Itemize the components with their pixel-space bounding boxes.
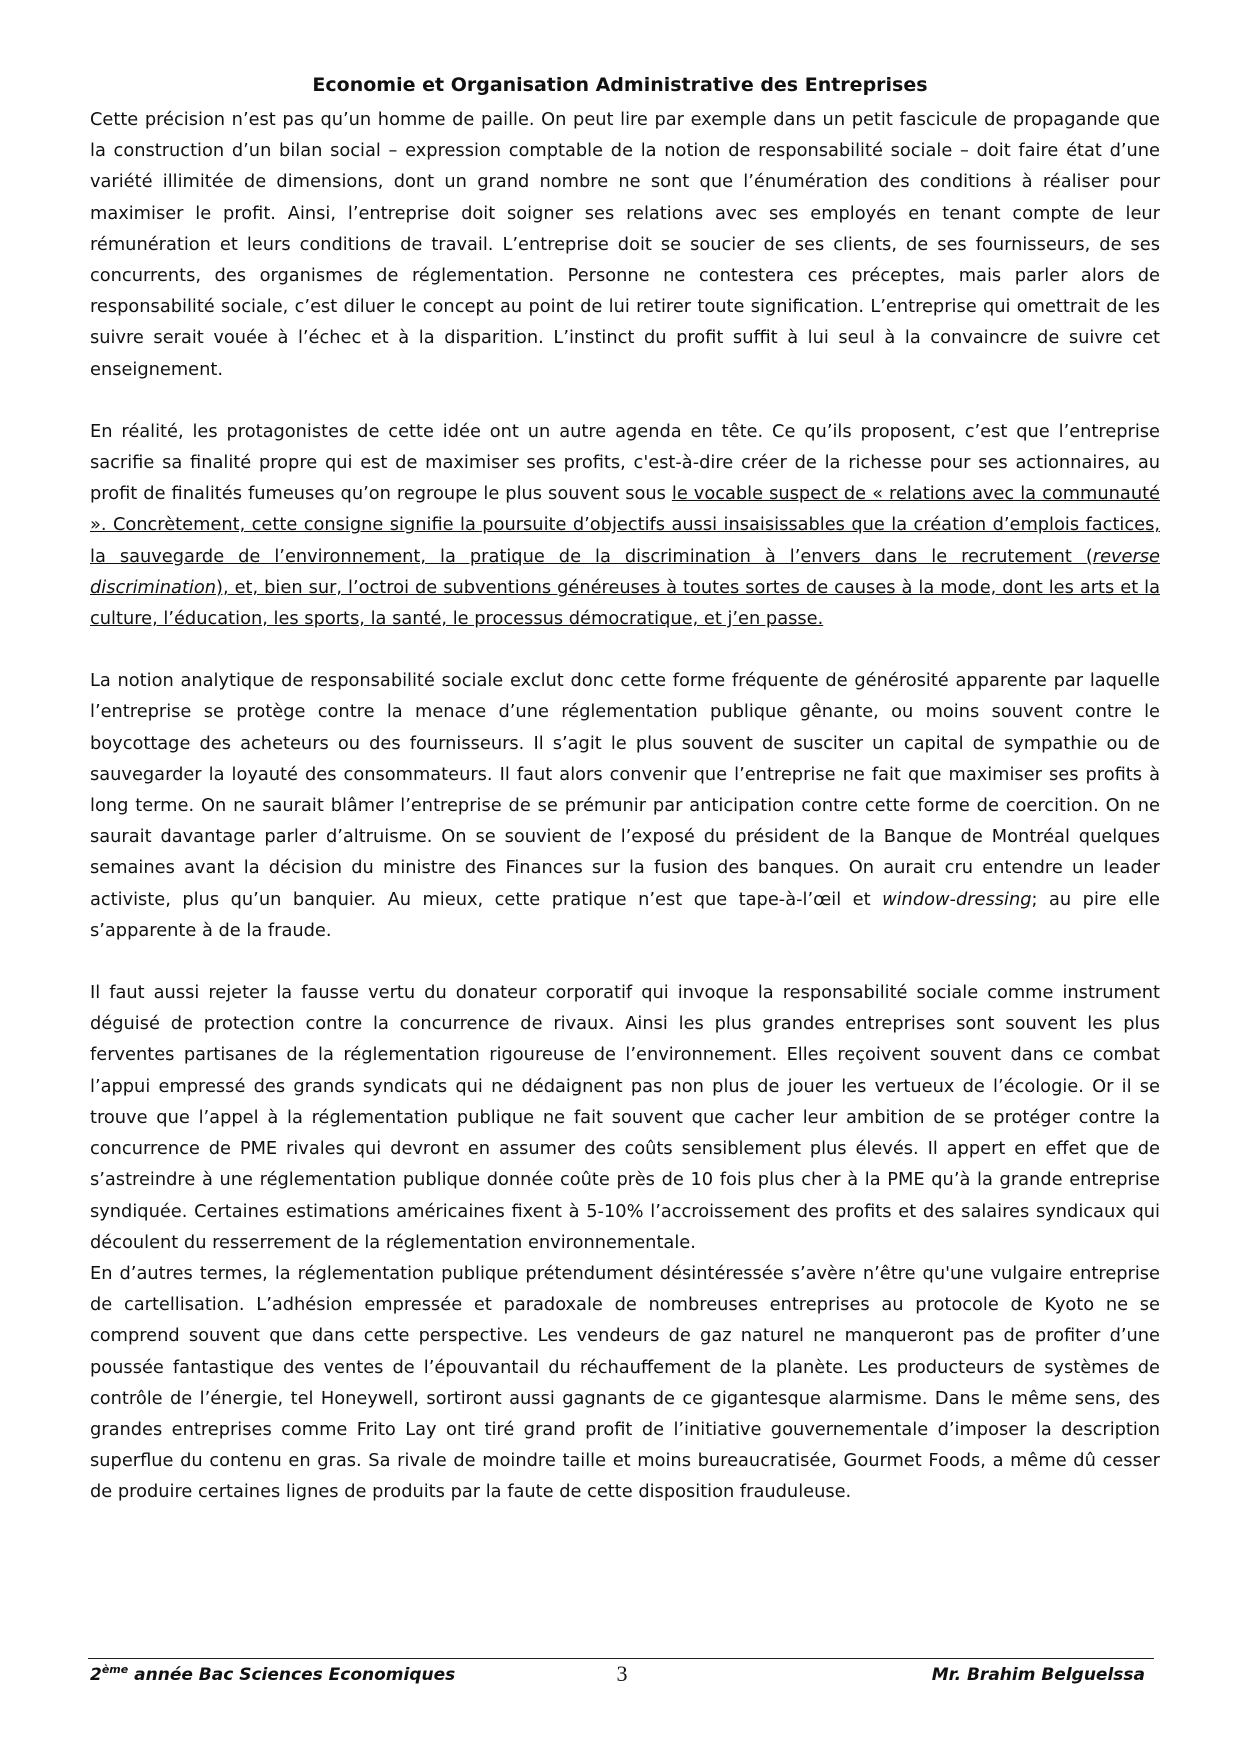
paragraph-3 (90, 665, 1160, 946)
paragraph-3-text-b: ; au pire elle s’apparente à de la fraude. (90, 888, 1160, 941)
paragraph-2-intro: En réalité, les protagonistes de cette idée ont un autre agenda en tête. Ce qu’ils proposent, c’est que l’entreprise sacrifie sa finalité propre qui est de maximiser ses profits, c'est-à-dire créer de la richesse pour ses actionnaires, au profit de finalités fumeuses qu’on regroupe le plus souvent sous (90, 420, 1160, 505)
page-number: 3 (616, 1661, 628, 1686)
footer-grade-rest: année Bac Sciences Economiques (128, 1665, 456, 1685)
paragraph-3-italic: window-dressing (882, 888, 1032, 910)
paragraph-3-text-a: La notion analytique de responsabilité sociale exclut donc cette forme fréquente de générosité apparente par laquelle l’entreprise se protège contre la menace d’une réglementation publique gênante, ou moins souvent contre le boycottage des acheteurs ou des fournisseurs. Il s’agit le plus souvent de susciter un capital de sympathie ou de sauvegarder la loyauté des consommateurs. Il faut alors convenir que l’entreprise ne fait que maximiser ses profits à long terme. On ne saurait blâmer l’entreprise de se prémunir par anticipation contre cette forme de coercition. On ne saurait davantage parler d’altruisme. On se souvient de l’exposé du président de la Banque de Montréal quelques semaines avant la décision du ministre des Finances sur la fusion des banques. On aurait cru entendre un leader activiste, plus qu’un banquier. Au mieux, cette pratique n’est que tape-à-l’œil et (90, 670, 1160, 910)
paragraph-2 (90, 416, 1160, 634)
paragraph-2-underlined-a: le vocable suspect de « relations avec la communauté ». Concrètement, cette consigne signifie la poursuite d’objectifs aussi insaisissables que la création d’emplois factices, la sauvegarde de l’environnement, la pratique de la discrimination à l’envers dans le recrutement ( (90, 483, 1160, 567)
paragraph-5: En d’autres termes, la réglementation publique prétendument désintéressée s’avère n’être qu'une vulgaire entreprise de cartellisation. L’adhésion empressée et paradoxale de nombreuses entreprises au protocole de Kyoto ne se comprend souvent que dans cette perspective. Les vendeurs de gaz naturel ne manqueront pas de profiter d’une poussée fantastique des ventes de l’épouvantail du réchauffement de la planète. Les producteurs de systèmes de contrôle de l’énergie, tel Honeywell, sortiront aussi gagnants de ce gigantesque alarmisme. Dans le même sens, des grandes entreprises comme Frito Lay ont tiré grand profit de l’initiative gouvernementale d’imposer la description superflue du contenu en gras. Sa rivale de moindre taille et moins bureaucratisée, Gourmet Foods, a même dû cesser de produire certaines lignes de produits par la faute de cette disposition frauduleuse. (90, 1262, 1160, 1503)
paragraph-4: Il faut aussi rejeter la fausse vertu du donateur corporatif qui invoque la responsabilité sociale comme instrument déguisé de protection contre la concurrence de rivaux. Ainsi les plus grandes entreprises sont souvent les plus ferventes partisanes de la réglementation rigoureuse de l’environnement. Elles reçoivent souvent dans ce combat l’appui empressé des grands syndicats qui ne dédaignent pas non plus de jouer les vertueux de l’écologie. Or il se trouve que l’appel à la réglementation publique ne fait souvent que cacher leur ambition de se protéger contre la concurrence de PME rivales qui devront en assumer des coûts sensiblement plus élevés. Il appert en effet que de s’astreindre à une réglementation publique donnée coûte près de 10 fois plus cher à la PME qu’à la grande entreprise syndiquée. Certaines estimations américaines fixent à 5-10% l’accroissement des profits et des salaires syndicaux qui découlent du resserrement de la réglementation environnementale. (90, 982, 1160, 1253)
page-header-title: Economie et Organisation Administrative des Entreprises (312, 74, 928, 96)
footer-grade-sup: ème (101, 1663, 129, 1676)
document-body (90, 104, 1160, 1508)
footer-grade-label (90, 1662, 455, 1688)
footer-grade-number: 2 (90, 1665, 102, 1685)
paragraph-2-underlined-b: ), et, bien sur, l’octroi de subventions généreuses à toutes sortes de causes à la mode, dont les arts et la culture, l’éducation, les sports, la santé, le processus démocratique, et j’en passe. (90, 576, 1160, 630)
paragraph-1: Cette précision n’est pas qu’un homme de paille. On peut lire par exemple dans un petit fascicule de propagande que la construction d’un bilan social – expression comptable de la notion de responsabilité sociale – doit faire état d’une variété illimitée de dimensions, dont un grand nombre ne sont que l’énumération des conditions à réaliser pour maximiser le profit. Ainsi, l’entreprise doit soigner ses relations avec ses employés en tenant compte de leur rémunération et leurs conditions de travail. L’entreprise doit se soucier de ses clients, de ses fournisseurs, de ses concurrents, des organismes de réglementation. Personne ne contestera ces préceptes, mais parler alors de responsabilité sociale, c’est diluer le concept au point de lui retirer toute signification. L’entreprise qui omettrait de les suivre serait vouée à l’échec et à la disparition. L’instinct du profit suffit à lui seul à la convaincre de suivre cet enseignement. (90, 109, 1160, 380)
paragraph-2-underlined-italic: reverse discrimination (90, 545, 1160, 598)
footer-divider (88, 1658, 1154, 1659)
footer-author: Mr. Brahim Belguelssa (931, 1665, 1145, 1685)
